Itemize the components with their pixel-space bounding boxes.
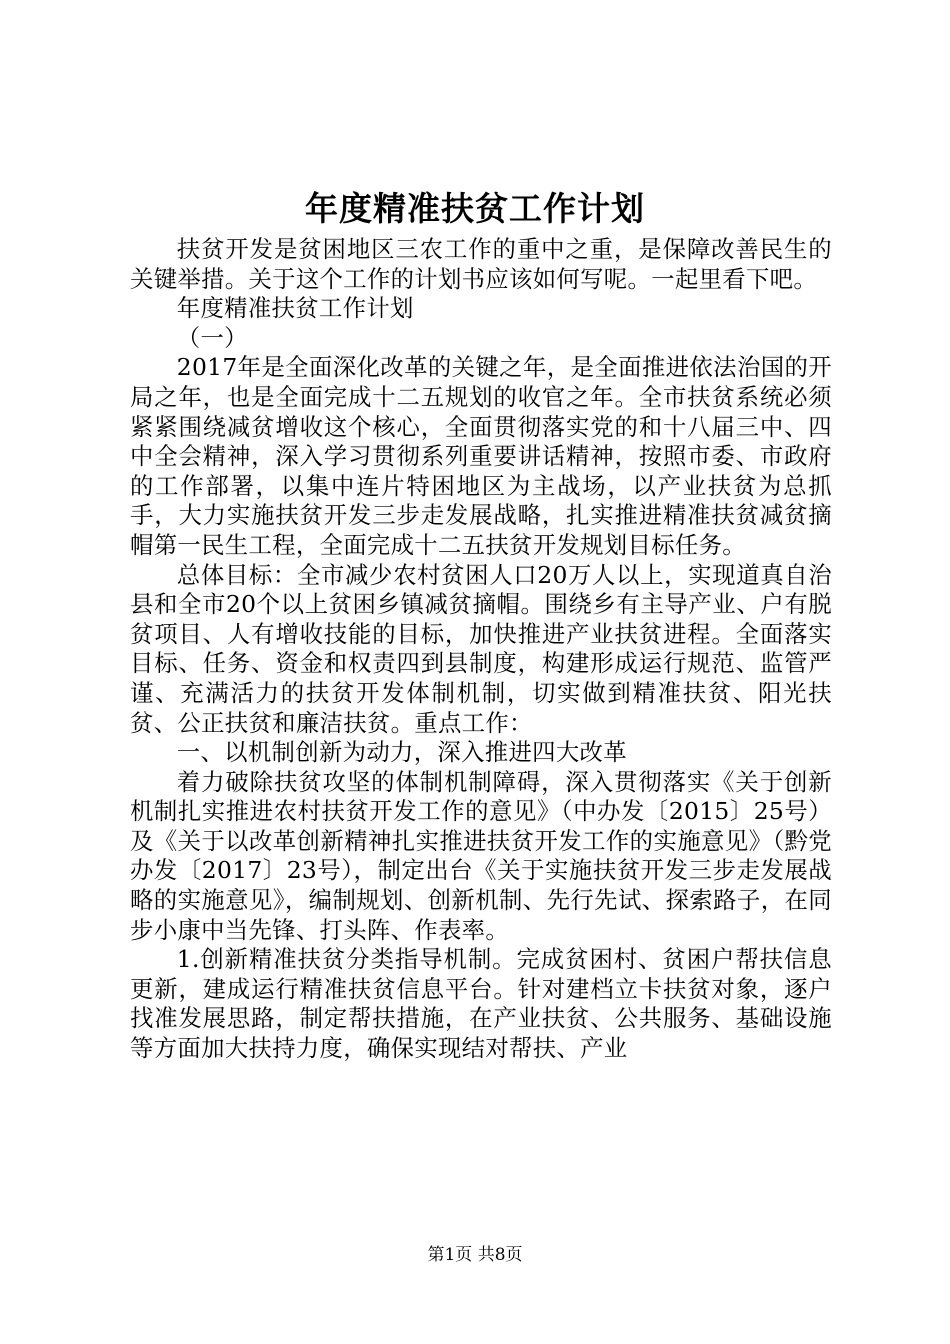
body-paragraph: 总体目标：全市减少农村贫困人口20万人以上，实现道真自治县和全市20个以上贫困乡镇减贫摘帽。围绕乡有主导产业、户有脱贫项目、人有增收技能的目标，加快推进产业扶贫进程。全面落实目标、任务、资金和权责四到县制度，构建形成运行规范、监管严谨、充满活力的扶贫开发体制机制，切实做到精准扶贫、阳光扶贫、公正扶贫和廉洁扶贫。重点工作： xyxy=(130,560,832,737)
body-paragraph: 1.创新精准扶贫分类指导机制。完成贫困村、贫困户帮扶信息更新，建成运行精准扶贫信息平台。针对建档立卡扶贫对象，逐户找准发展思路，制定帮扶措施，在产业扶贫、公共服务、基础设施等方面加大扶持力度，确保实现结对帮扶、产业 xyxy=(130,945,832,1063)
section-heading: 一、以机制创新为动力，深入推进四大改革 xyxy=(176,738,627,767)
body-paragraph: 2017年是全面深化改革的关键之年，是全面推进依法治国的开局之年，也是全面完成十二五规划的收官之年。全市扶贫系统必须紧紧围绕减贫增收这个核心，全面贯彻落实党的和十八届三中、四中全会精神，深入学习贯彻系列重要讲话精神，按照市委、市政府的工作部署，以集中连片特困地区为主战场，以产业扶贫为总抓手，大力实施扶贫开发三步走发展战略，扎实推进精准扶贫减贫摘帽第一民生工程，全面完成十二五扶贫开发规划目标任务。 xyxy=(130,353,832,559)
subtitle-line: 年度精准扶贫工作计划 xyxy=(176,294,414,323)
page-number: 第1页 共8页 xyxy=(427,1245,523,1265)
section-marker: （一） xyxy=(176,323,248,352)
document-title: 年度精准扶贫工作计划 xyxy=(305,189,645,228)
document-body xyxy=(130,235,832,1064)
intro-paragraph: 扶贫开发是贫困地区三农工作的重中之重，是保障改善民生的关键举措。关于这个工作的计划书应该如何写呢。一起里看下吧。 xyxy=(130,235,832,293)
body-paragraph: 着力破除扶贫攻坚的体制机制障碍，深入贯彻落实《关于创新机制扎实推进农村扶贫开发工作的意见》（中办发〔2015〕25号）及《关于以改革创新精神扎实推进扶贫开发工作的实施意见》（黔党办发〔2017〕23号），制定出台《关于实施扶贫开发三步走发展战略的实施意见》，编制规划、创新机制、先行先试、探索路子，在同步小康中当先锋、打头阵、作表率。 xyxy=(130,767,832,944)
